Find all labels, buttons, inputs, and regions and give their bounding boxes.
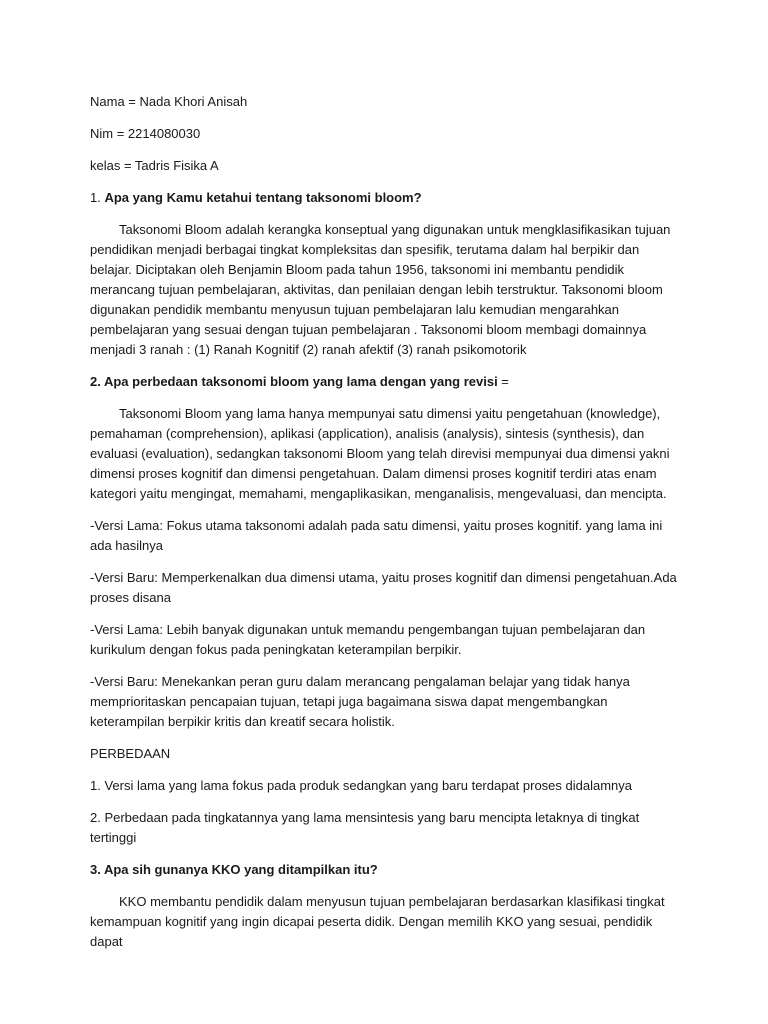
student-nim: Nim = 2214080030 bbox=[90, 126, 201, 141]
question-1-number: 1. bbox=[90, 190, 105, 205]
perbedaan-item: 1. Versi lama yang lama fokus pada produk sedangkan yang baru terdapat proses didalamnya bbox=[90, 778, 633, 793]
student-class: kelas = Tadris Fisika A bbox=[90, 158, 219, 173]
question-3 bbox=[90, 860, 680, 880]
answer-1: Taksonomi Bloom adalah kerangka konseptual yang digunakan untuk mengklasifikasikan tujuan pendidikan menjadi berbagai tingkat kompleksitas dan spesifik, terutama dalam hal berpikir dan belajar. Diciptakan oleh Benjamin Bloom pada tahun 1956, taksonomi ini membantu pendidik merancang tujuan pembelajaran, aktivitas, dan penilaian dengan lebih terstruktur. Taksonomi bloom digunakan pendidik membantu menyusun tujuan pembelajaran lalu kemudian mengarahkan pembelajaran yang sesuai dengan tujuan pembelajaran . Taksonomi bloom membagi domainnya menjadi 3 ranah : (1) Ranah Kognitif (2) ranah afektif (3) ranah psikomotorik bbox=[90, 222, 671, 357]
point-item: -Versi Baru: Menekankan peran guru dalam merancang pengalaman belajar yang tidak hanya memprioritaskan pencapaian tujuan, tetapi juga bagaimana siswa dapat mengembangkan keterampilan berpikir kritis dan kreatif secara holistik. bbox=[90, 674, 630, 729]
question-2 bbox=[90, 372, 680, 392]
question-2-suffix: = bbox=[497, 374, 509, 389]
answer-2: Taksonomi Bloom yang lama hanya mempunyai satu dimensi yaitu pengetahuan (knowledge), pemahaman (comprehension), aplikasi (application), analisis (analysis), sintesis (synthesis), dan evaluasi (evaluation), sedangkan taksonomi Bloom yang telah direvisi mempunyai dua dimensi yakni dimensi proses kognitif dan dimensi pengetahuan. Dalam dimensi proses kognitif terdiri atas enam kategori yaitu mengingat, memahami, mengaplikasikan, menganalisis, mengevaluasi, dan mencipta. bbox=[90, 406, 670, 501]
point-item: -Versi Baru: Memperkenalkan dua dimensi utama, yaitu proses kognitif dan dimensi pengetahuan.Ada proses disana bbox=[90, 570, 677, 605]
perbedaan-heading: PERBEDAAN bbox=[90, 746, 171, 761]
document-body bbox=[90, 92, 680, 964]
perbedaan-item: 2. Perbedaan pada tingkatannya yang lama mensintesis yang baru mencipta letaknya di tingkat tertinggi bbox=[90, 810, 640, 845]
point-item: -Versi Lama: Fokus utama taksonomi adalah pada satu dimensi, yaitu proses kognitif. yang lama ini ada hasilnya bbox=[90, 518, 663, 553]
student-name: Nama = Nada Khori Anisah bbox=[90, 94, 248, 109]
question-2-text: 2. Apa perbedaan taksonomi bloom yang lama dengan yang revisi bbox=[90, 374, 498, 389]
question-1-text: Apa yang Kamu ketahui tentang taksonomi bloom? bbox=[104, 190, 422, 205]
point-item: -Versi Lama: Lebih banyak digunakan untuk memandu pengembangan tujuan pembelajaran dan kurikulum dengan fokus pada peningkatan keterampilan berpikir. bbox=[90, 622, 646, 657]
question-1 bbox=[90, 188, 680, 208]
answer-3: KKO membantu pendidik dalam menyusun tujuan pembelajaran berdasarkan klasifikasi tingkat kemampuan kognitif yang ingin dicapai peserta didik. Dengan memilih KKO yang sesuai, pendidik dapat bbox=[90, 894, 665, 949]
question-3-text: 3. Apa sih gunanya KKO yang ditampilkan itu? bbox=[90, 862, 378, 877]
